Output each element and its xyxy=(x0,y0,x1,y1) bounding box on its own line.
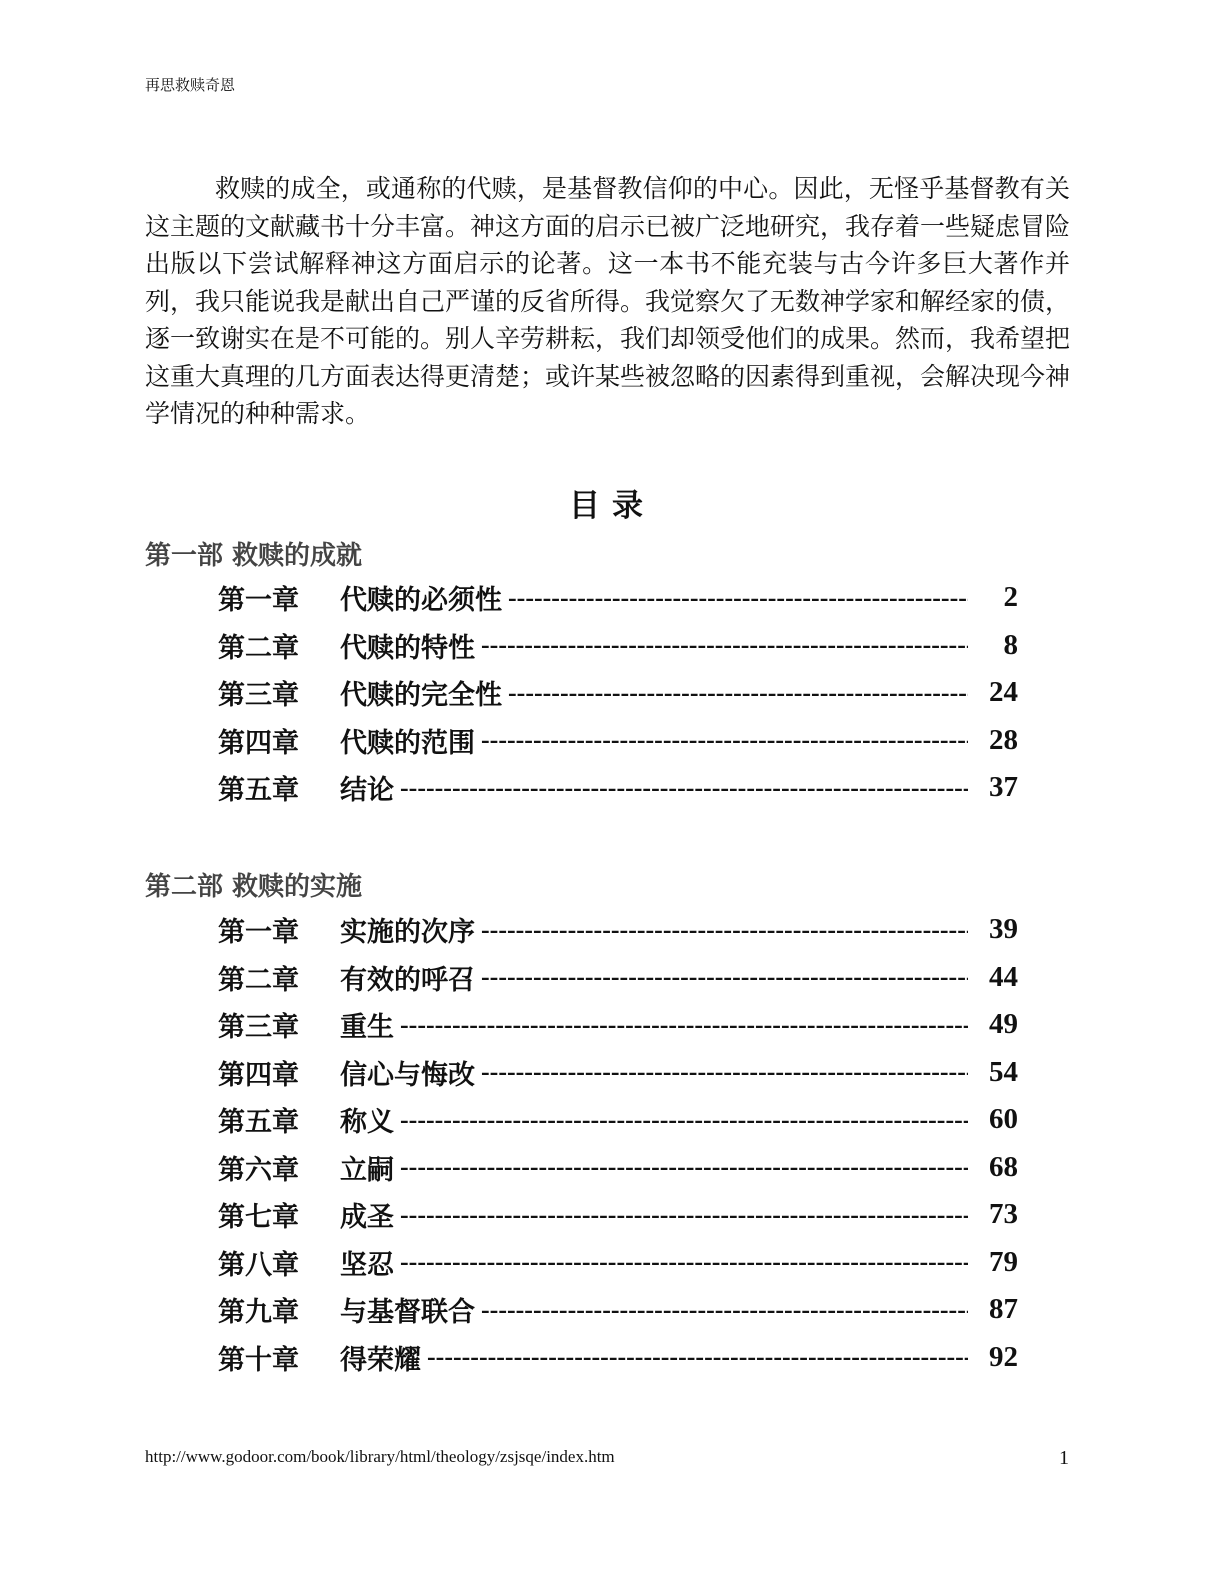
toc-entry[interactable] xyxy=(218,1191,1018,1239)
chapter-page: 79 xyxy=(989,1245,1018,1278)
toc-entry[interactable] xyxy=(218,1096,1018,1144)
chapter-number: 第八章 xyxy=(218,1249,299,1281)
toc-entry[interactable] xyxy=(218,1144,1018,1192)
chapter-page: 39 xyxy=(989,913,1018,946)
toc-entry[interactable] xyxy=(218,906,1018,954)
chapter-title: 立嗣 xyxy=(340,1154,394,1186)
chapter-number: 第四章 xyxy=(218,727,299,759)
chapter-number: 第三章 xyxy=(218,1012,299,1044)
chapter-title: 实施的次序 xyxy=(340,917,475,949)
dot-leader xyxy=(427,1342,968,1372)
chapter-page: 54 xyxy=(989,1055,1018,1088)
toc-entry[interactable] xyxy=(218,764,1018,812)
toc-entry[interactable] xyxy=(218,717,1018,765)
chapter-number: 第十章 xyxy=(218,1344,299,1376)
chapter-title: 结论 xyxy=(340,775,394,807)
chapter-title: 代赎的必须性 xyxy=(340,585,502,617)
dot-leader xyxy=(481,962,968,992)
dot-leader xyxy=(481,1295,968,1325)
chapter-page: 49 xyxy=(989,1008,1018,1041)
dot-leader xyxy=(400,1010,968,1040)
chapter-title: 与基督联合 xyxy=(340,1297,475,1329)
chapter-title: 得荣耀 xyxy=(340,1344,421,1376)
dot-leader xyxy=(400,1152,968,1182)
part-title: 第一部 救赎的成就 xyxy=(145,541,363,571)
chapter-page: 2 xyxy=(1003,581,1018,614)
chapter-page: 60 xyxy=(989,1103,1018,1136)
toc-entry[interactable] xyxy=(218,1334,1018,1382)
chapter-page: 44 xyxy=(989,960,1018,993)
dot-leader xyxy=(508,678,968,708)
chapter-number: 第四章 xyxy=(218,1059,299,1091)
dot-leader xyxy=(508,583,968,613)
chapter-page: 8 xyxy=(1003,628,1018,661)
chapter-number: 第二章 xyxy=(218,632,299,664)
chapter-title: 有效的呼召 xyxy=(340,964,475,996)
toc-entry[interactable] xyxy=(218,574,1018,622)
preface-paragraph: 救赎的成全，或通称的代赎，是基督教信仰的中心。因此，无怪乎基督教有关这主题的文献藏书十分丰富。神这方面的启示已被广泛地研究，我存着一些疑虑冒险出版以下尝试解释神这方面启示的论著。这一本书不能充装与古今许多巨大著作并列，我只能说我是献出自己严谨的反省所得。我觉察欠了无数神学家和解经家的债，逐一致谢实在是不可能的。别人辛劳耕耘，我们却领受他们的成果。然而，我希望把这重大真理的几方面表达得更清楚；或许某些被忽略的因素得到重视，会解决现今神学情况的种种需求。 xyxy=(145,174,1071,428)
toc-entry[interactable] xyxy=(218,622,1018,670)
toc-list-part-2 xyxy=(218,906,1018,1381)
part-title: 第二部 救赎的实施 xyxy=(145,872,363,902)
chapter-page: 92 xyxy=(989,1340,1018,1373)
toc-entry[interactable] xyxy=(218,1001,1018,1049)
chapter-number: 第二章 xyxy=(218,964,299,996)
dot-leader xyxy=(481,725,968,755)
dot-leader xyxy=(400,773,968,803)
chapter-number: 第七章 xyxy=(218,1202,299,1234)
chapter-title: 代赎的完全性 xyxy=(340,680,502,712)
dot-leader xyxy=(481,630,968,660)
dot-leader xyxy=(481,1057,968,1087)
chapter-page: 68 xyxy=(989,1150,1018,1183)
dot-leader xyxy=(400,1105,968,1135)
chapter-page: 87 xyxy=(989,1293,1018,1326)
running-head: 再思救赎奇恩 xyxy=(145,76,236,94)
toc-list-part-1 xyxy=(218,574,1018,812)
dot-leader xyxy=(481,915,968,945)
chapter-number: 第三章 xyxy=(218,680,299,712)
dot-leader xyxy=(400,1247,968,1277)
footer-url[interactable]: http://www.godoor.com/book/library/html/theology/zsjsqe/index.htm xyxy=(145,1447,615,1466)
toc-entry[interactable] xyxy=(218,1049,1018,1097)
toc-entry[interactable] xyxy=(218,954,1018,1002)
toc-entry[interactable] xyxy=(218,1239,1018,1287)
chapter-page: 73 xyxy=(989,1198,1018,1231)
chapter-number: 第六章 xyxy=(218,1154,299,1186)
chapter-title: 信心与悔改 xyxy=(340,1059,475,1091)
chapter-number: 第一章 xyxy=(218,917,299,949)
chapter-page: 37 xyxy=(989,771,1018,804)
chapter-title: 成圣 xyxy=(340,1202,394,1234)
chapter-page: 28 xyxy=(989,723,1018,756)
footer-page-number: 1 xyxy=(1059,1447,1069,1469)
chapter-title: 代赎的范围 xyxy=(340,727,475,759)
chapter-title: 称义 xyxy=(340,1107,394,1139)
chapter-number: 第一章 xyxy=(218,585,299,617)
chapter-title: 坚忍 xyxy=(340,1249,394,1281)
chapter-page: 24 xyxy=(989,676,1018,709)
chapter-number: 第五章 xyxy=(218,1107,299,1139)
chapter-number: 第九章 xyxy=(218,1297,299,1329)
toc-title: 目录 xyxy=(569,488,655,524)
chapter-title: 重生 xyxy=(340,1012,394,1044)
dot-leader xyxy=(400,1200,968,1230)
toc-entry[interactable] xyxy=(218,1286,1018,1334)
toc-entry[interactable] xyxy=(218,669,1018,717)
chapter-title: 代赎的特性 xyxy=(340,632,475,664)
chapter-number: 第五章 xyxy=(218,775,299,807)
